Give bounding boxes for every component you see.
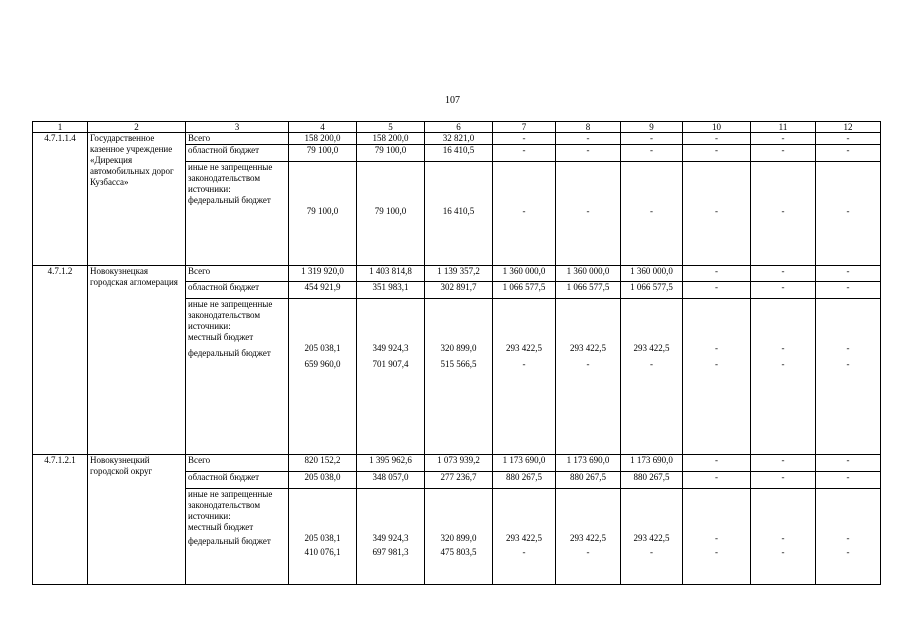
value-cell: 158 200,0	[357, 133, 425, 145]
column-header: 8	[556, 122, 621, 133]
value-cell: -	[683, 472, 751, 489]
funding-source: местный бюджет	[188, 332, 254, 342]
value-cell: -	[751, 162, 816, 266]
row-name: Новокузнецкий городской округ	[88, 455, 186, 585]
funding-source	[186, 299, 289, 455]
column-header: 3	[186, 122, 289, 133]
row-code: 4.7.1.2	[33, 266, 88, 455]
other-sources-label: иные не запрещенные законодательством источники:	[188, 489, 273, 521]
value-cell: -	[816, 266, 881, 282]
value-cell: 1 139 357,2	[425, 266, 493, 282]
value-cell: -	[751, 455, 816, 472]
value-cell: -	[683, 162, 751, 266]
value-cell: 79 100,0	[289, 145, 357, 162]
value-cell: 1 360 000,0	[556, 266, 621, 282]
value-cell: 1 066 577,5	[556, 282, 621, 299]
other-sources-label: иные не запрещенные законодательством источники:	[188, 162, 273, 194]
page-number: 107	[445, 95, 460, 106]
value-cell: 205 038,1 410 076,1	[289, 489, 357, 585]
value-cell: 820 152,2	[289, 455, 357, 472]
column-header: 1	[33, 122, 88, 133]
value-cell: 1 395 962,6	[357, 455, 425, 472]
funding-source: Всего	[186, 133, 289, 145]
value-cell: 293 422,5 -	[493, 489, 556, 585]
column-header: 2	[88, 122, 186, 133]
value-cell: 32 821,0	[425, 133, 493, 145]
row-name: Новокузнецкая городская агломерация	[88, 266, 186, 455]
value-cell: -	[621, 162, 683, 266]
value-cell: 880 267,5	[493, 472, 556, 489]
value-cell: -	[751, 266, 816, 282]
value-cell: 348 057,0	[357, 472, 425, 489]
value-cell: 1 066 577,5	[621, 282, 683, 299]
value-cell: 349 924,3 701 907,4	[357, 299, 425, 455]
value-cell: -	[751, 145, 816, 162]
value-cell: -	[816, 455, 881, 472]
value-cell: -	[816, 145, 881, 162]
other-sources-label: иные не запрещенные законодательством источники:	[188, 299, 273, 331]
value-cell: - -	[816, 489, 881, 585]
value-cell: 158 200,0	[289, 133, 357, 145]
value-cell: - -	[683, 299, 751, 455]
value-cell: 277 236,7	[425, 472, 493, 489]
funding-source: местный бюджет	[188, 522, 254, 532]
value-cell: 349 924,3 697 981,3	[357, 489, 425, 585]
row-code: 4.7.1.1.4	[33, 133, 88, 266]
value-cell: 320 899,0 515 566,5	[425, 299, 493, 455]
value-cell: -	[751, 133, 816, 145]
column-header: 6	[425, 122, 493, 133]
funding-source: Всего	[186, 455, 289, 472]
column-header: 12	[816, 122, 881, 133]
column-header: 7	[493, 122, 556, 133]
value-cell: 454 921,9	[289, 282, 357, 299]
value-cell: 302 891,7	[425, 282, 493, 299]
value-cell: 1 319 920,0	[289, 266, 357, 282]
value-cell: 293 422,5 -	[493, 299, 556, 455]
value-cell: -	[683, 266, 751, 282]
value-cell: 1 360 000,0	[493, 266, 556, 282]
funding-source	[186, 489, 289, 585]
value-cell: 16 410,5	[425, 162, 493, 266]
value-cell: 1 360 000,0	[621, 266, 683, 282]
column-header: 10	[683, 122, 751, 133]
funding-source: областной бюджет	[186, 145, 289, 162]
value-cell: 293 422,5 -	[556, 299, 621, 455]
value-cell: 205 038,0	[289, 472, 357, 489]
value-cell: 293 422,5 -	[621, 489, 683, 585]
value-cell: -	[816, 133, 881, 145]
value-cell: - -	[751, 299, 816, 455]
value-cell: 351 983,1	[357, 282, 425, 299]
value-cell: -	[816, 282, 881, 299]
funding-source: областной бюджет	[186, 282, 289, 299]
column-header: 9	[621, 122, 683, 133]
value-cell: 79 100,0	[289, 162, 357, 266]
value-cell: -	[816, 472, 881, 489]
value-cell: -	[683, 145, 751, 162]
table-row	[33, 266, 881, 282]
funding-source: Всего	[186, 266, 289, 282]
column-header: 11	[751, 122, 816, 133]
value-cell: 1 403 814,8	[357, 266, 425, 282]
funding-source: федеральный бюджет	[188, 536, 271, 546]
funding-source: областной бюджет	[186, 472, 289, 489]
row-name: Государственное казенное учреждение «Дирекция автомобильных дорог Кузбасса»	[88, 133, 186, 266]
value-cell: 79 100,0	[357, 145, 425, 162]
table-row	[33, 455, 881, 472]
value-cell: -	[751, 472, 816, 489]
value-cell: 1 073 939,2	[425, 455, 493, 472]
column-header: 4	[289, 122, 357, 133]
value-cell: 293 422,5 -	[621, 299, 683, 455]
value-cell: - -	[816, 299, 881, 455]
column-header: 5	[357, 122, 425, 133]
value-cell: 1 173 690,0	[621, 455, 683, 472]
value-cell: -	[556, 133, 621, 145]
value-cell: -	[493, 162, 556, 266]
funding-source	[186, 162, 289, 266]
value-cell: 293 422,5 -	[556, 489, 621, 585]
value-cell: -	[493, 145, 556, 162]
value-cell: 79 100,0	[357, 162, 425, 266]
value-cell: -	[621, 133, 683, 145]
value-cell: -	[751, 282, 816, 299]
value-cell: -	[493, 133, 556, 145]
column-header-row	[33, 122, 881, 133]
value-cell: -	[556, 162, 621, 266]
value-cell: -	[816, 162, 881, 266]
funding-source: федеральный бюджет	[188, 348, 271, 358]
value-cell: 1 173 690,0	[493, 455, 556, 472]
value-cell: 880 267,5	[621, 472, 683, 489]
value-cell: 205 038,1 659 960,0	[289, 299, 357, 455]
value-cell: -	[683, 133, 751, 145]
value-cell: - -	[683, 489, 751, 585]
row-code: 4.7.1.2.1	[33, 455, 88, 585]
funding-source: федеральный бюджет	[188, 195, 271, 205]
value-cell: -	[621, 145, 683, 162]
value-cell: 16 410,5	[425, 145, 493, 162]
value-cell: 1 173 690,0	[556, 455, 621, 472]
value-cell: -	[683, 455, 751, 472]
value-cell: -	[556, 145, 621, 162]
value-cell: - -	[751, 489, 816, 585]
budget-table	[32, 121, 881, 585]
value-cell: 320 899,0 475 803,5	[425, 489, 493, 585]
value-cell: 1 066 577,5	[493, 282, 556, 299]
table-row	[33, 133, 881, 145]
value-cell: -	[683, 282, 751, 299]
value-cell: 880 267,5	[556, 472, 621, 489]
